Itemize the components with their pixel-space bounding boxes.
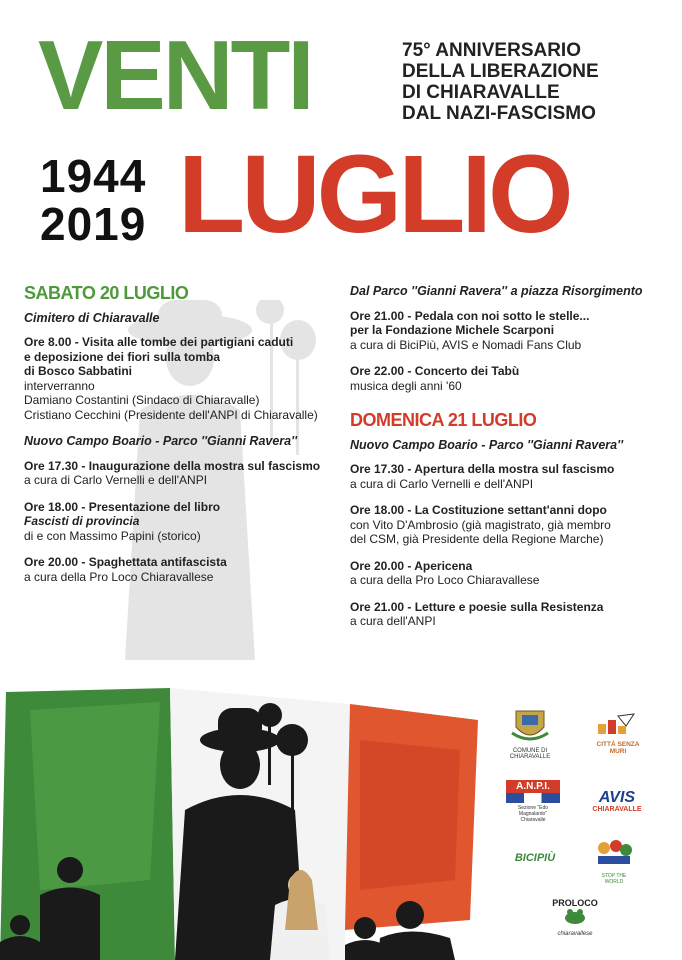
subtitle-line: DI CHIARAVALLE <box>402 82 560 103</box>
event-detail: di e con Massimo Papini (storico) <box>24 528 201 543</box>
bicipiu-logo <box>510 852 560 864</box>
event-detail: musica degli anni '60 <box>350 378 462 393</box>
book-title: Fascisti di provincia <box>24 514 140 528</box>
comune-label: COMUNE DI CHIARAVALLE <box>509 748 551 760</box>
event-detail: a cura di Carlo Vernelli e dell'ANPI <box>24 473 208 487</box>
event-detail: a cura della Pro Loco Chiaravallese <box>24 569 214 584</box>
proloco-sub: chiaravallese <box>557 931 593 937</box>
subtitle-line: DELLA LIBERAZIONE <box>402 61 599 82</box>
avis-label: AVIS <box>598 789 636 806</box>
event-title: di Bosco Sabbatini <box>24 364 133 378</box>
place-campo-boario: Nuovo Campo Boario - Parco ''Gianni Ravera'' <box>24 434 298 448</box>
event-detail: del CSM, già Presidente della Regione Marche) <box>350 532 604 546</box>
event-title: e deposizione dei fiori sulla tomba <box>24 349 221 364</box>
anpi-stripe <box>506 793 560 803</box>
comune-logo <box>508 705 552 760</box>
flag-illustration <box>0 680 500 960</box>
place-campo-boario-sun: Nuovo Campo Boario - Parco ''Gianni Ravera'' <box>350 437 624 452</box>
event-1730 <box>24 459 344 488</box>
saturday-column <box>24 283 344 596</box>
subtitle-line: 75° ANNIVERSARIO <box>402 40 581 61</box>
subtitle-line: DAL NAZI-FASCISMO <box>402 103 596 124</box>
event-title: Ore 20.00 - Spaghettata antifascista <box>24 555 227 569</box>
saturday-heading: SABATO 20 LUGLIO <box>24 283 189 303</box>
event-title: Ore 22.00 - Concerto dei Tabù <box>350 364 520 378</box>
event-title: Ore 18.00 - La Costituzione settant'anni dopo <box>350 503 607 517</box>
avis-sub: CHIARAVALLE <box>592 806 642 813</box>
citta-label: CITTÀ SENZA MURI <box>596 741 640 755</box>
sunday-heading: DOMENICA 21 LUGLIO <box>350 410 537 430</box>
title-venti: VENTI <box>38 20 312 130</box>
event-8 <box>24 335 344 422</box>
anpi-sub: Sezione "Edo Magnalardo" Chiaravalle <box>517 805 549 823</box>
proloco-label: PROLOCO <box>552 898 598 908</box>
event-1800-sun <box>350 503 670 547</box>
proloco-logo <box>550 898 600 937</box>
event-detail: Cristiano Cecchini (Presidente dell'ANPI di Chiaravalle) <box>24 407 318 422</box>
event-detail: Damiano Costantini (Sindaco di Chiaravalle) <box>24 393 260 407</box>
year-2019: 2019 <box>40 198 147 250</box>
bicipiu-label: BICIPIÙ <box>514 852 556 864</box>
anpi-logo <box>506 780 560 823</box>
event-title: Ore 20.00 - Apericena <box>350 558 473 573</box>
title-luglio: LUGLIO <box>178 133 570 256</box>
year-1944: 1944 <box>40 150 147 202</box>
people-icon <box>592 838 636 868</box>
event-title: Ore 17.30 - Inaugurazione della mostra sul fascismo <box>24 458 321 473</box>
event-detail: interverranno <box>24 378 95 393</box>
place-cimitero: Cimitero di Chiaravalle <box>24 310 160 325</box>
event-title: per la Fondazione Michele Scarponi <box>350 323 555 337</box>
paper-plane-icon <box>588 712 648 736</box>
event-title: Ore 18.00 - Presentazione del libro <box>24 499 221 514</box>
event-detail: a cura dell'ANPI <box>350 614 436 628</box>
event-1800 <box>24 500 344 544</box>
avis-logo <box>586 790 648 813</box>
event-2100-sun <box>350 600 670 629</box>
event-title: Ore 8.00 - Visita alle tombe dei partigiani caduti <box>24 335 294 349</box>
event-2100-sat <box>350 309 670 353</box>
stop-the-world-logo <box>592 838 636 885</box>
event-detail: a cura di Carlo Vernelli e dell'ANPI <box>350 476 534 491</box>
anpi-label: A.N.P.I. <box>506 780 560 793</box>
frog-icon <box>550 908 600 926</box>
event-1730-sun <box>350 462 670 491</box>
event-2200 <box>350 364 670 393</box>
years <box>40 152 146 248</box>
subtitle <box>402 40 599 124</box>
event-title: Ore 17.30 - Apertura della mostra sul fascismo <box>350 462 615 476</box>
event-detail: con Vito D'Ambrosio (già magistrato, già membro <box>350 517 611 532</box>
citta-senza-muri-logo <box>588 712 648 755</box>
event-title: Ore 21.00 - Letture e poesie sulla Resistenza <box>350 599 604 614</box>
event-detail: a cura di BiciPiù, AVIS e Nomadi Fans Club <box>350 337 582 352</box>
event-2000-sun <box>350 559 670 588</box>
event-detail: a cura della Pro Loco Chiaravallese <box>350 573 540 587</box>
sunday-column <box>350 284 670 641</box>
stop-label: STOP THE WORLD <box>601 873 627 885</box>
event-title: Ore 21.00 - Pedala con noi sotto le stelle... <box>350 308 590 323</box>
place-parco-piazza: Dal Parco ''Gianni Ravera'' a piazza Risorgimento <box>350 284 643 298</box>
event-2000 <box>24 555 344 584</box>
coat-of-arms-icon <box>508 705 552 743</box>
